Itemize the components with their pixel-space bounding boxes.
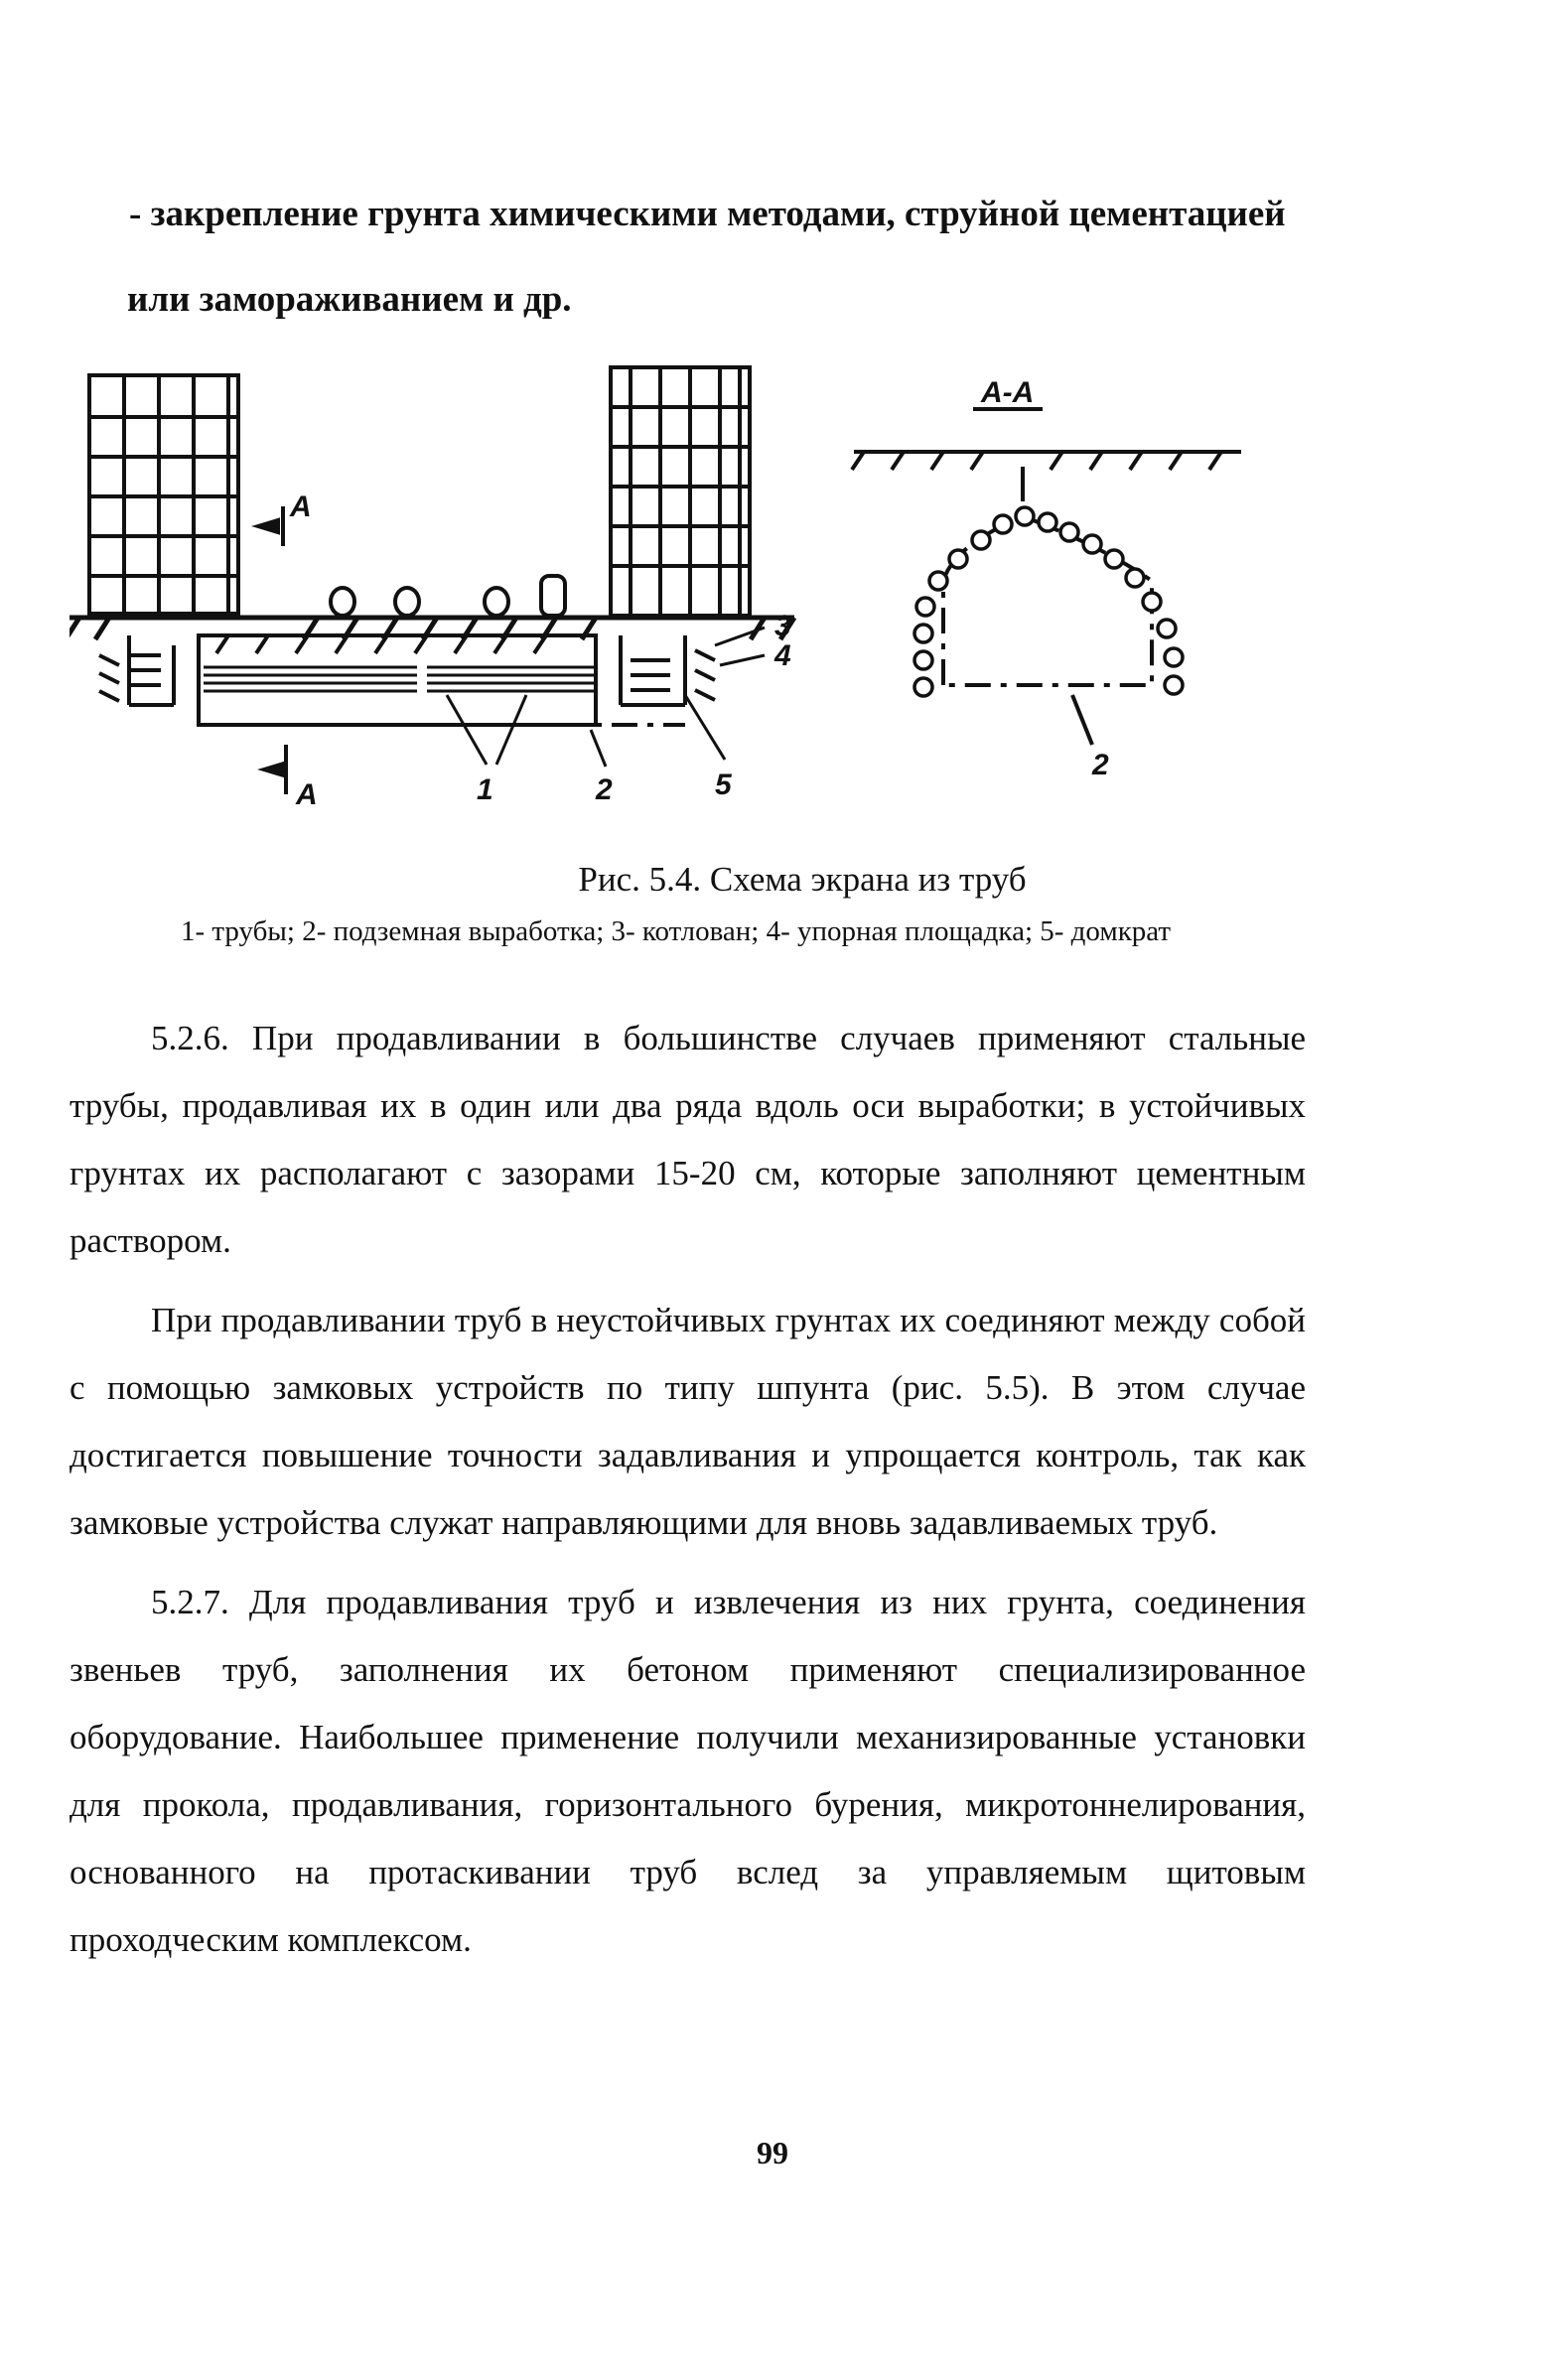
section-label: А-А — [981, 376, 1035, 409]
tunnel — [199, 635, 685, 725]
right-building — [611, 367, 750, 616]
section-marker — [258, 506, 286, 794]
pit-left — [99, 635, 174, 705]
page-number: 99 — [757, 2135, 788, 2170]
callout-3: 3 — [774, 610, 791, 642]
figure-caption-legend: 1- трубы; 2- подземная выработка; 3- котлован; 4- упорная площадка; 5- домкрат — [181, 915, 1172, 947]
paragraph: При продавливании труб в неустойчивых грунтах их соединяют между собой с помощью замковых устройств по типу шпунта (рис. 5.5). В этом случае достигается повышение точности задавливания и упрощается контроль, так как замковые устройства служат направляющими для вновь задавливаемых труб. — [70, 1301, 1306, 1542]
paragraph: 5.2.6. При продавливании в большинстве случаев применяют стальные трубы, продавливая их в один или два ряда вдоль оси выработки; в устойчивых грунтах их располагают с зазорами 15-20 см, которые заполняют цементным раствором. — [70, 1019, 1306, 1260]
intro-text — [129, 191, 1301, 324]
body-text — [70, 1005, 1306, 1974]
vehicles — [331, 576, 565, 616]
callout-1: 1 — [477, 773, 493, 806]
marker-a-bottom: А — [296, 778, 318, 811]
marker-a-top: А — [290, 490, 312, 523]
callout-2: 2 — [596, 773, 613, 806]
callout-lines — [447, 628, 765, 767]
left-building — [89, 375, 238, 614]
pipes — [204, 667, 596, 691]
figure-caption-title: Рис. 5.4. Схема экрана из труб — [578, 860, 1027, 899]
pit-right — [621, 635, 715, 705]
section-callout-2: 2 — [1092, 749, 1109, 781]
callout-4: 4 — [774, 639, 791, 672]
intro-line-1: - закрепление грунта химическими методами, струйной цементацией — [129, 194, 1286, 234]
paragraph: 5.2.7. Для продавливания труб и извлечения из них грунта, соединения звеньев труб, заполнения их бетоном применяют специализированное оборудование. Наибольшее применение получили механизированные установки для прокола, продавливания, горизонтального бурения, микротоннелирования, основанного на протаскивании труб вслед за управляемым щитовым проходческим комплексом. — [70, 1583, 1306, 1959]
section-a-a — [852, 409, 1241, 745]
pipe-ring — [914, 507, 1183, 696]
callout-5: 5 — [715, 769, 732, 801]
intro-line-2: или замораживанием и др. — [127, 279, 572, 321]
figure-pipe-screen-diagram — [70, 357, 1251, 854]
